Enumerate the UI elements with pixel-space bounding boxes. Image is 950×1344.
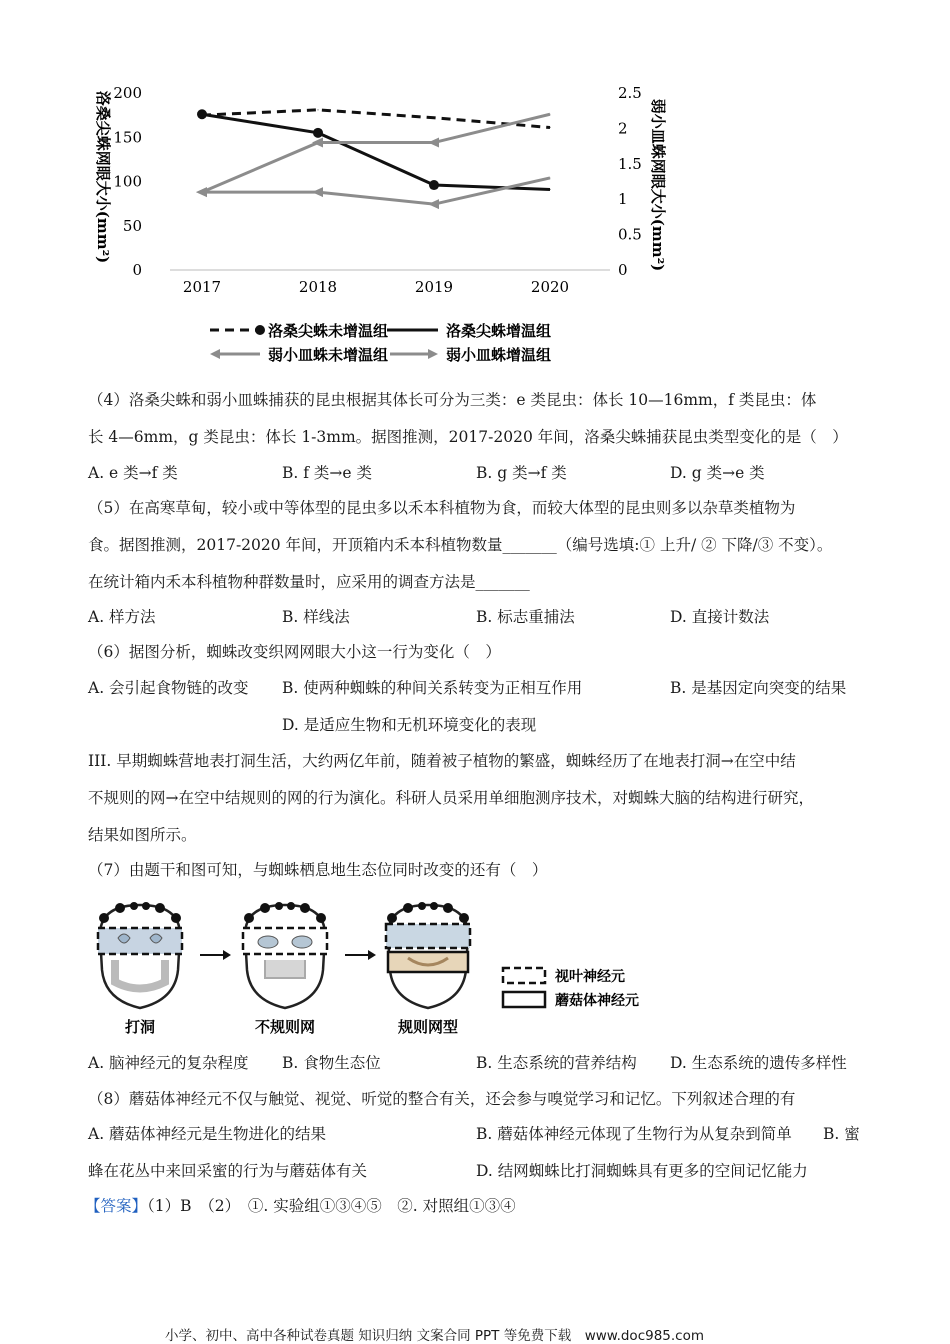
q7-option-b: B. 食物生态位 [282,1054,381,1072]
left-tick-label: 0 [132,261,142,279]
data-point [550,114,551,115]
q7-option-d: D. 生态系统的遗传多样性 [670,1054,847,1072]
right-axis-label: 弱小皿蛛网眼大小(mm²) [649,98,667,272]
right-tick-label: 2 [618,119,628,138]
x-tick-label: 2019 [414,278,454,296]
legend-item-3: 弱小皿蛛未增温组 [268,346,389,364]
part3-line2: 不规则的网→在空中结规则的网的行为演化。科研人员采用单细胞测序技术，对蜘蛛大脑的结构进行研究， [88,789,814,807]
data-point [550,177,551,178]
figure-label-irregular-web: 不规则网 [254,1018,316,1036]
legend-mushroom-neurons: 蘑菇体神经元 [555,993,639,1009]
legend-arrow-icon [210,349,220,359]
series-line-4 [202,114,550,192]
part3-line3: 结果如图所示。 [88,826,197,844]
part3-line1: III. 早期蜘蛛营地表打洞生活，大约两亿年前，随着被子植物的繁盛，蜘蛛经历了在地表打洞→在空中结 [88,752,796,770]
series-line-3 [202,178,550,204]
data-point [429,180,439,190]
q5-stem-line3: 在统计箱内禾本科植物种群数量时，应采用的调查方法是_______ [88,573,530,591]
q6-option-d: D. 是适应生物和无机环境变化的表现 [282,716,537,734]
legend [210,322,551,364]
left-axis-ticks [113,84,142,279]
legend-dashed-box-icon [503,968,545,983]
data-point [550,189,551,190]
q6-option-b: B. 使两种蜘蛛的种间关系转变为正相互作用 [282,679,583,697]
q4-option-a: A. e 类→f 类 [88,464,178,482]
right-tick-label: 0 [618,261,628,279]
brain-regular-web-icon [386,902,470,1008]
legend-item-1: 洛桑尖蛛未增温组 [268,322,389,340]
q5-stem-line2: 食。据图推测，2017-2020 年间，开顶箱内禾本科植物数量_______（编号选填:① 上升/ ② 下降/③ 不变）。 [88,536,833,554]
q7-option-c: B. 生态系统的营养结构 [476,1054,637,1072]
x-tick-label: 2018 [298,278,338,296]
data-point [197,109,207,119]
arrow-icon [200,950,231,960]
q6-stem: （6）据图分析，蜘蛛改变织网网眼大小这一行为变化（ ） [88,643,501,661]
q4-option-d: D. g 类→e 类 [670,464,765,482]
q4-stem-line1: （4）洛桑尖蛛和弱小皿蛛捕获的昆虫根据其体长可分为三类：e 类昆虫：体长 10—16mm，f 类昆虫：体 [88,391,817,409]
q5-stem-line1: （5）在高寒草甸，较小或中等体型的昆虫多以禾本科植物为食，而较大体型的昆虫则多以杂草类植物为 [88,499,796,517]
q4-option-b: B. f 类→e 类 [282,464,372,482]
data-point [318,109,319,110]
answer-text: （1）B （2） ①. 实验组①③④⑤ ②. 对照组①③④ [147,1197,516,1215]
answer-tag: 【答案】 [85,1197,148,1215]
right-tick-label: 0.5 [618,225,642,244]
legend-optic-neurons: 视叶神经元 [555,969,625,985]
q7-stem: （7）由题干和图可知，与蜘蛛栖息地生态位同时改变的还有（ ） [88,861,548,879]
q7-option-a: A. 脑神经元的复杂程度 [88,1054,249,1072]
legend-arrow-icon [428,349,438,359]
x-tick-label: 2017 [182,278,222,296]
figure-label-burrowing: 打洞 [124,1018,156,1036]
data-point [312,138,323,148]
footer-text: 小学、初中、高中各种试卷真题 知识归纳 文案合同 PPT 等免费下载 www.doc985.com [165,1328,705,1344]
x-tick-label: 2020 [530,278,570,296]
q8-stem: （8）蘑菇体神经元不仅与触觉、视觉、听觉的整合有关，还会参与嗅觉学习和记忆。下列叙述合理的有 [88,1090,796,1108]
data-point [434,117,435,118]
figure-label-regular-web: 规则网型 [397,1018,459,1036]
spider-brain-figure [85,895,685,1040]
left-tick-label: 50 [122,216,142,235]
left-tick-label: 100 [113,172,142,191]
left-tick-label: 150 [113,128,142,147]
right-tick-label: 1 [618,190,628,209]
q5-option-b: B. 样线法 [282,608,350,626]
legend-item-4: 弱小皿蛛增温组 [446,346,552,364]
data-point [428,138,439,148]
legend-dot-icon [255,325,265,335]
brain-burrowing-icon [98,902,182,1008]
q4-option-c: B. g 类→f 类 [476,464,567,482]
left-axis-label: 洛桑尖蛛网眼大小(mm²) [94,90,112,264]
data-point [550,127,551,128]
q8-option-a: A. 蘑菇体神经元是生物进化的结果 [88,1125,327,1143]
data-point [313,128,323,138]
brain-irregular-web-icon [243,902,327,1008]
right-tick-label: 2.5 [618,84,642,102]
arrow-icon [345,950,376,960]
q5-option-c: B. 标志重捕法 [476,608,575,626]
series-line-1 [202,110,550,128]
q8-option-b: B. 蘑菇体神经元体现了生物行为从复杂到简单 [476,1125,792,1143]
q5-option-a: A. 样方法 [88,608,156,626]
q8-option-d: D. 结网蜘蛛比打洞蜘蛛具有更多的空间记忆能力 [476,1162,808,1180]
legend-solid-box-icon [503,992,545,1007]
q6-option-c: B. 是基因定向突变的结果 [670,679,847,697]
right-axis-ticks [618,84,642,279]
left-tick-label: 200 [113,84,142,102]
answer-line [85,1196,516,1216]
q8-option-c-cont: 蜂在花丛中来回采蜜的行为与蘑菇体有关 [88,1162,368,1180]
x-axis-ticks [183,278,569,296]
data-point [312,187,323,197]
line-chart [80,80,680,370]
q4-stem-line2: 长 4—6mm，g 类昆虫：体长 1-3mm。据图推测，2017-2020 年间，洛桑尖蛛捕获昆虫类型变化的是（ ） [88,428,848,446]
q6-option-a: A. 会引起食物链的改变 [88,679,249,697]
legend-item-2: 洛桑尖蛛增温组 [446,322,552,340]
q8-option-c-start: B. 蜜 [823,1125,860,1143]
q5-option-d: D. 直接计数法 [670,608,770,626]
data-point [428,199,439,209]
right-tick-label: 1.5 [618,154,642,173]
data-point [196,187,207,197]
